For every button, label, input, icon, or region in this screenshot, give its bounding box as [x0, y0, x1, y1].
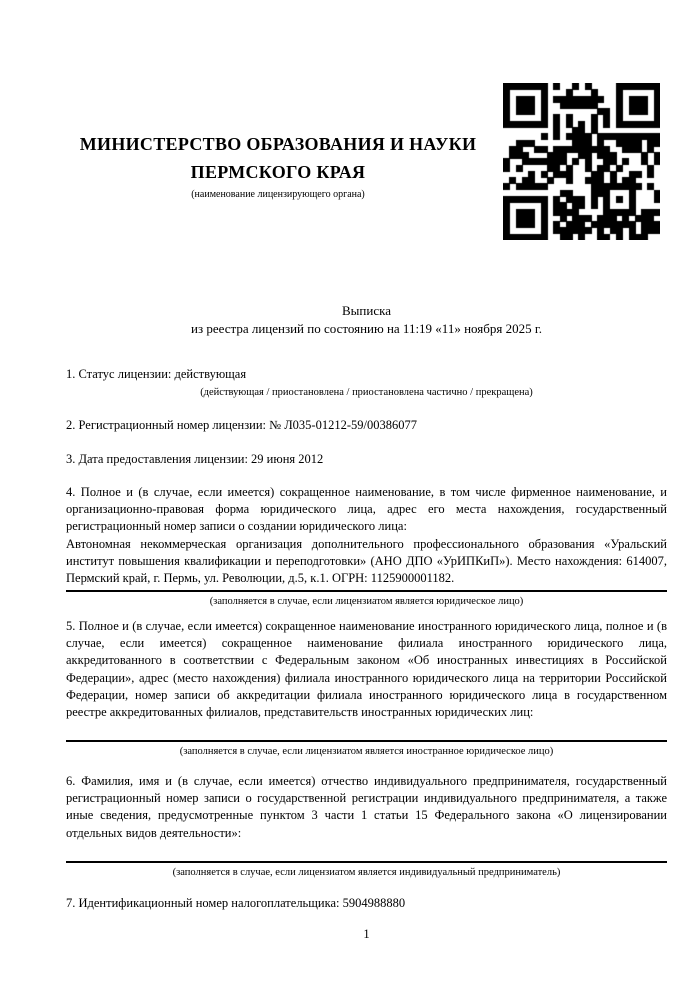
foreign-entity-fill-line [66, 740, 667, 742]
item-grant-date [66, 451, 667, 468]
item-license-status [66, 366, 667, 400]
page-number: 1 [363, 927, 370, 941]
foreign-entity-hint: (заполняется в случае, если лицензиатом является иностранное юридическое лицо) [179, 746, 554, 758]
document-title-block [66, 302, 667, 337]
ministry-name-line1: МИНИСТЕРСТВО ОБРАЗОВАНИЯ И НАУКИ [79, 134, 477, 154]
license-status-text: 1. Статус лицензии: действующая [66, 367, 247, 381]
legal-entity-hint: (заполняется в случае, если лицензиатом является юридическое лицо) [209, 596, 524, 608]
ministry-name-line2: ПЕРМСКОГО КРАЯ [190, 162, 366, 182]
item-registration-number [66, 417, 667, 434]
ministry-name-caption: (наименование лицензирующего органа) [191, 189, 365, 200]
individual-entrepreneur-fill-line [66, 861, 667, 863]
document-title: Выписка [342, 303, 391, 318]
document-subtitle: из реестра лицензий по состоянию на 11:19 «11» ноября 2025 г. [191, 320, 542, 336]
item-legal-entity [66, 484, 667, 609]
individual-entrepreneur-hint: (заполняется в случае, если лицензиатом является индивидуальный предприниматель) [172, 866, 561, 878]
taxpayer-id-text: 7. Идентификационный номер налогоплательщика: 5904988880 [66, 896, 406, 910]
item-individual-entrepreneur [66, 773, 667, 880]
qr-code-icon [503, 83, 660, 240]
licensing-authority-header [66, 130, 490, 202]
grant-date-text: 3. Дата предоставления лицензии: 29 июня 2012 [66, 452, 324, 466]
individual-entrepreneur-label: 6. Фамилия, имя и (в случае, если имеется) отчество индивидуального предпринимателя, государственный регистрационный номер записи о государственной регистрации индивидуального предпринимателя, а также иные сведения, предусмотренные пунктом 3 части 1 статьи 15 Федерального закона «О лицензировании отдельных видов деятельности»: [66, 774, 667, 840]
item-taxpayer-id [66, 895, 667, 912]
license-status-hint: (действующая / приостановлена / приостановлена частично / прекращена) [200, 387, 533, 399]
item-foreign-entity [66, 618, 667, 759]
legal-entity-fill-line [66, 590, 667, 592]
legal-entity-value: Автономная некоммерческая организация дополнительного профессионального образования «Уральский институт повышения квалификации и переподготовки» (АНО ДПО «УрИПКиП»). Место нахождения: 614007, Пермский край, г. Пермь, ул. Революции, д.5, к.1. ОГРН: 1125900001182. [66, 536, 667, 586]
legal-entity-label: 4. Полное и (в случае, если имеется) сокращенное наименование, в том числе фирменное наименование, и организационно-правовая форма юридического лица, адрес его места нахождения, государственный регистрационный номер записи о создании юридического лица: [66, 485, 667, 534]
registration-number-text: 2. Регистрационный номер лицензии: № Л035-01212-59/00386077 [66, 418, 417, 432]
foreign-entity-label: 5. Полное и (в случае, если имеется) сокращенное наименование иностранного юридического лица, полное и (в случае, если имеется) сокращенное наименование филиала иностранного юридического лица, аккредитованного в соответствии с Федеральным законом «Об иностранных инвестициях в Российской Федерации», адрес (место нахождения) филиала иностранного юридического лица на территории Российской Федерации, номер записи об аккредитации филиала иностранного юридического лица в государственном реестре аккредитованных филиалов, представительств иностранных юридических лиц: [66, 619, 667, 720]
